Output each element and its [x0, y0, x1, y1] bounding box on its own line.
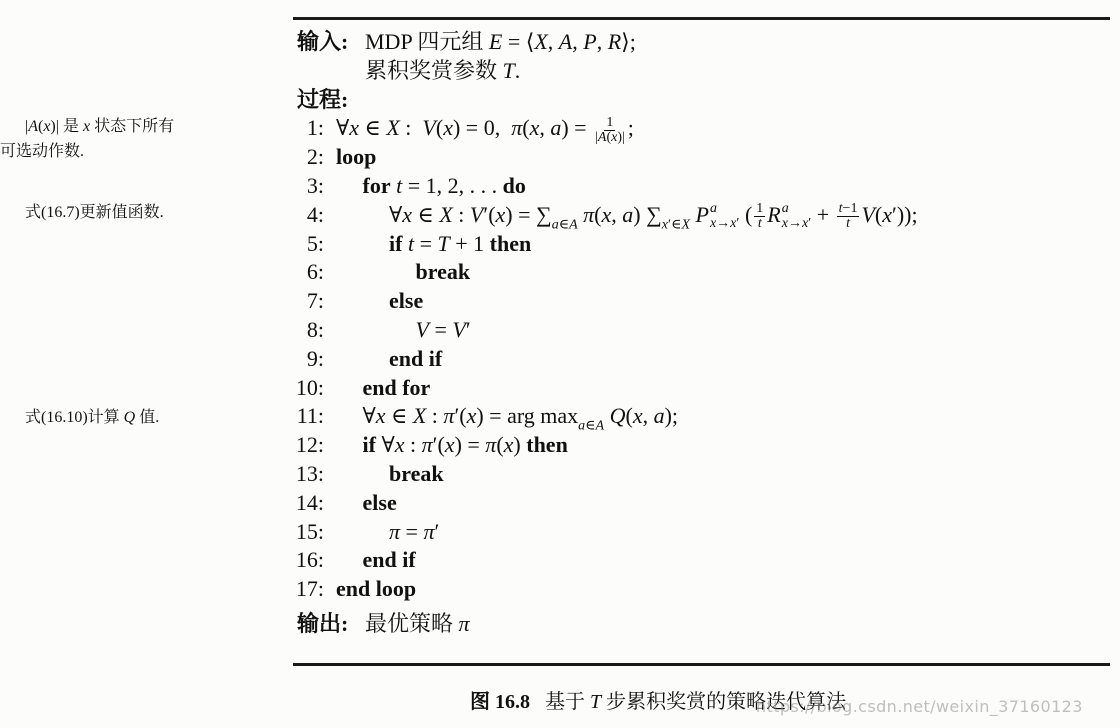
algorithm-step-12 — [0, 431, 1120, 460]
math-variable: π — [458, 610, 470, 636]
fraction — [594, 116, 626, 146]
text-run: ( — [522, 115, 530, 141]
step-content — [363, 546, 416, 575]
text-run: ) = ∑ — [505, 201, 552, 227]
fraction — [837, 202, 860, 232]
step-content — [389, 345, 442, 374]
text-run: 值. — [135, 409, 160, 426]
text-run: 步累积奖赏的策略迭代算法 — [601, 691, 847, 713]
text-run: ( — [625, 403, 633, 429]
text-run: 累积奖赏参数 — [365, 57, 503, 83]
text-run: = 1, 2, . . . — [402, 172, 503, 198]
math-variable: X — [681, 217, 690, 233]
process-row — [0, 86, 1120, 115]
input-content — [365, 28, 636, 57]
math-variable: π — [485, 432, 497, 458]
math-variable: x — [349, 115, 360, 141]
text-run: : — [399, 115, 423, 141]
text-run: ′ — [465, 316, 471, 342]
algorithm-step-4 — [0, 200, 1120, 233]
text-run: )| 是 — [50, 118, 83, 135]
bottom-rule — [293, 663, 1110, 666]
math-variable: Q — [609, 403, 626, 429]
math-variable: V — [415, 316, 429, 342]
math-variable: x — [444, 432, 455, 458]
math-variable: a — [622, 201, 634, 227]
math-variable: t — [838, 200, 843, 216]
text-run: ∈ — [412, 201, 440, 227]
text-run: ); — [664, 403, 679, 429]
bold-keyword: end for — [362, 374, 431, 400]
math-variable: A — [558, 29, 573, 54]
text-run: = ⟨ — [502, 29, 535, 54]
step-content — [389, 287, 423, 316]
math-variable: a — [551, 217, 559, 233]
math-variable: x — [730, 215, 737, 231]
superscript — [782, 202, 812, 216]
text-run: ′( — [483, 201, 496, 227]
bold-keyword: loop — [336, 144, 377, 170]
algorithm-step-8 — [0, 316, 1120, 345]
line-number: 5: — [306, 230, 324, 256]
math-variable: P — [695, 201, 709, 227]
text-run: 1 — [606, 114, 614, 130]
math-variable: X — [386, 115, 400, 141]
text-run: : — [452, 201, 470, 227]
text-run: ( — [606, 129, 612, 145]
step-content — [416, 316, 471, 345]
math-variable: x — [394, 432, 405, 458]
math-variable: a — [781, 201, 789, 217]
sub-superscript — [782, 202, 812, 231]
math-variable: t — [757, 216, 762, 232]
math-variable: x — [466, 403, 477, 429]
bold-keyword: end if — [362, 547, 416, 573]
bold-keyword: then — [489, 230, 532, 256]
text-run: ) = 0, — [452, 115, 512, 141]
math-variable: V — [469, 201, 484, 227]
algorithm-step-7 — [0, 287, 1120, 316]
math-variable: x — [781, 215, 788, 231]
line-number: 9: — [306, 345, 324, 371]
math-variable: x — [661, 217, 668, 233]
text-run: ∈ — [558, 217, 570, 233]
text-run: 可选动作数. — [0, 143, 85, 160]
bold-keyword: else — [389, 288, 424, 314]
text-run: MDP 四元组 — [365, 29, 489, 54]
math-variable: a — [578, 418, 586, 434]
text-run: = — [414, 230, 438, 256]
step-content — [363, 172, 526, 201]
algorithm-step-2 — [0, 143, 1120, 172]
bold-keyword: for — [362, 172, 391, 198]
margin-note-line — [25, 203, 164, 223]
algorithm-step-5 — [0, 230, 1120, 259]
line-number: 17: — [295, 576, 324, 602]
step-content — [389, 201, 918, 232]
math-variable: x — [443, 115, 453, 141]
margin-note-line — [25, 117, 174, 137]
bold-keyword: if — [389, 230, 403, 256]
text-run: ( — [874, 201, 883, 227]
fraction-numerator — [837, 202, 860, 217]
math-variable: x — [503, 432, 514, 458]
text-run: 状态下所有 — [90, 118, 175, 135]
algorithm-step-6 — [0, 258, 1120, 287]
text-run: ∈ — [585, 418, 596, 434]
line-number: 3: — [306, 172, 324, 198]
line-number: 6: — [306, 259, 324, 285]
math-variable: A — [28, 118, 38, 135]
math-variable: π — [511, 115, 523, 141]
text-run: ) = — [454, 432, 486, 458]
text-run: = — [428, 316, 453, 342]
text-run: −1 — [842, 200, 858, 216]
text-run: , — [572, 29, 584, 54]
algorithm-step-10 — [0, 374, 1120, 403]
algorithm-step-16 — [0, 546, 1120, 575]
fraction-numerator — [604, 116, 615, 131]
text-run: ( — [496, 432, 504, 458]
step-content — [416, 258, 471, 287]
text-run: 基于 — [530, 691, 590, 713]
math-variable: π — [583, 201, 595, 227]
math-variable: T — [437, 230, 450, 256]
input-content — [365, 57, 520, 86]
math-variable: T — [502, 57, 515, 83]
text-run: )| — [617, 129, 625, 145]
bold-keyword: then — [526, 432, 568, 458]
line-number: 7: — [306, 288, 324, 314]
bold-keyword: 图 16.8 — [470, 691, 530, 713]
math-variable: V — [422, 115, 436, 141]
math-variable: t — [407, 230, 415, 256]
text-run: ) = — [561, 115, 593, 141]
text-run: ( — [739, 201, 753, 227]
text-run: 式(16.10)计算 — [25, 409, 124, 426]
math-variable: x — [801, 215, 809, 231]
math-variable: E — [488, 29, 503, 54]
math-variable: x — [43, 118, 51, 135]
bold-keyword: break — [389, 460, 444, 486]
text-run: ( — [435, 115, 444, 141]
text-run: ) = arg max — [476, 403, 579, 429]
math-variable: P — [583, 29, 597, 54]
text-run: 最优策略 — [365, 610, 459, 636]
math-variable: a — [653, 403, 665, 429]
text-run: , — [642, 403, 654, 429]
line-number: 13: — [295, 460, 324, 486]
math-variable: a — [550, 115, 562, 141]
text-run: ( — [594, 201, 602, 227]
text-run: ′ — [434, 518, 440, 544]
line-number: 11: — [296, 403, 324, 429]
text-run: → — [716, 215, 731, 231]
text-run: ; — [627, 115, 634, 141]
math-variable: π — [389, 518, 401, 544]
algorithm-step-14 — [0, 489, 1120, 518]
step-content — [336, 114, 634, 145]
text-run: ′( — [432, 432, 445, 458]
text-run: 1 — [756, 200, 764, 216]
math-variable: a — [709, 201, 717, 217]
math-variable: x — [601, 201, 612, 227]
input-row — [0, 28, 1120, 57]
text-run: ∀ — [375, 432, 395, 458]
step-content — [363, 489, 397, 518]
text-run: 式(16.7)更新值函数. — [25, 204, 164, 221]
input-label: 输入: — [297, 29, 354, 54]
bold-keyword: end loop — [336, 576, 417, 602]
math-variable: R — [767, 201, 781, 227]
step-content — [363, 374, 431, 403]
bold-keyword: else — [362, 489, 397, 515]
text-run: ′∈ — [668, 217, 682, 233]
text-run: ′( — [454, 403, 467, 429]
math-variable: x — [611, 129, 618, 145]
text-run: ∀ — [362, 403, 376, 429]
text-run: . — [514, 57, 521, 83]
top-rule — [293, 17, 1110, 20]
text-run: , — [611, 201, 623, 227]
text-run: , — [539, 115, 551, 141]
text-run: ′)); — [892, 201, 918, 227]
line-number: 15: — [295, 518, 324, 544]
math-variable: x — [495, 201, 506, 227]
math-variable: R — [607, 29, 622, 54]
math-variable: π — [443, 403, 455, 429]
bold-keyword: end if — [389, 345, 443, 371]
text-run: ∀ — [389, 201, 403, 227]
line-number: 2: — [306, 144, 324, 170]
math-variable: T — [590, 691, 602, 713]
bold-keyword: do — [502, 172, 526, 198]
text-run: | — [595, 129, 598, 145]
text-run: | — [25, 118, 29, 135]
line-number: 14: — [295, 489, 324, 515]
output-content — [365, 610, 470, 639]
text-run: ∈ — [359, 115, 387, 141]
line-number: 10: — [295, 374, 324, 400]
math-variable: A — [595, 418, 605, 434]
math-variable: x — [375, 403, 386, 429]
math-variable: X — [534, 29, 548, 54]
margin-note-line — [25, 408, 159, 428]
math-variable: x — [82, 118, 91, 135]
math-variable: V — [452, 316, 466, 342]
math-variable: A — [597, 129, 607, 145]
math-variable: x — [632, 403, 643, 429]
text-run: ∈ — [385, 403, 413, 429]
text-run: : — [404, 432, 422, 458]
text-run: , — [547, 29, 559, 54]
output-row — [0, 610, 1120, 639]
fraction — [754, 202, 765, 232]
text-run: + — [811, 201, 835, 227]
math-variable: x — [402, 201, 413, 227]
text-run: ∀ — [336, 115, 350, 141]
text-run: ( — [37, 118, 44, 135]
step-content — [389, 230, 531, 259]
step-content — [336, 143, 376, 172]
math-variable: t — [396, 172, 403, 198]
line-number: 12: — [295, 432, 324, 458]
math-variable: t — [846, 216, 850, 232]
algorithm-step-15 — [0, 518, 1120, 547]
algorithm-step-9 — [0, 345, 1120, 374]
line-number: 16: — [295, 547, 324, 573]
superscript — [710, 202, 740, 216]
line-number: 8: — [306, 316, 324, 342]
text-run: , — [596, 29, 608, 54]
step-content — [389, 460, 444, 489]
margin-note-line — [0, 142, 84, 162]
math-variable: x — [529, 115, 540, 141]
sub-superscript — [710, 202, 740, 231]
math-variable: π — [421, 432, 433, 458]
math-variable: Q — [123, 409, 136, 426]
line-number: 4: — [306, 201, 324, 227]
text-run: ′ — [736, 215, 740, 231]
math-variable: x — [882, 201, 892, 227]
fraction-numerator — [754, 202, 765, 217]
step-content — [336, 575, 416, 604]
algorithm-step-13 — [0, 460, 1120, 489]
bold-keyword: if — [362, 432, 376, 458]
text-run: → — [787, 215, 802, 231]
output-label: 输出: — [297, 610, 354, 636]
algorithm-step-11 — [0, 402, 1120, 434]
process-label: 过程: — [297, 86, 349, 112]
algorithm-step-3 — [0, 172, 1120, 201]
watermark: https://blog.csdn.net/weixin_37160123 — [756, 697, 1083, 716]
math-variable: A — [569, 217, 578, 233]
text-run: ′ — [808, 215, 812, 231]
step-content — [363, 431, 568, 460]
math-variable: π — [423, 518, 435, 544]
math-variable: x — [709, 215, 717, 231]
math-variable: X — [412, 403, 427, 429]
algorithm-step-17 — [0, 575, 1120, 604]
step-content — [389, 518, 439, 547]
text-run: ) ∑ — [633, 201, 662, 227]
input-row — [0, 57, 1120, 86]
math-variable: V — [861, 201, 875, 227]
text-run: = — [400, 518, 424, 544]
line-number: 1: — [306, 115, 324, 141]
text-run: ) — [513, 432, 527, 458]
text-run: ⟩; — [621, 29, 636, 54]
text-run: + 1 — [449, 230, 490, 256]
bold-keyword: break — [415, 259, 471, 285]
math-variable: X — [439, 201, 453, 227]
text-run: : — [426, 403, 444, 429]
step-content — [362, 402, 679, 434]
